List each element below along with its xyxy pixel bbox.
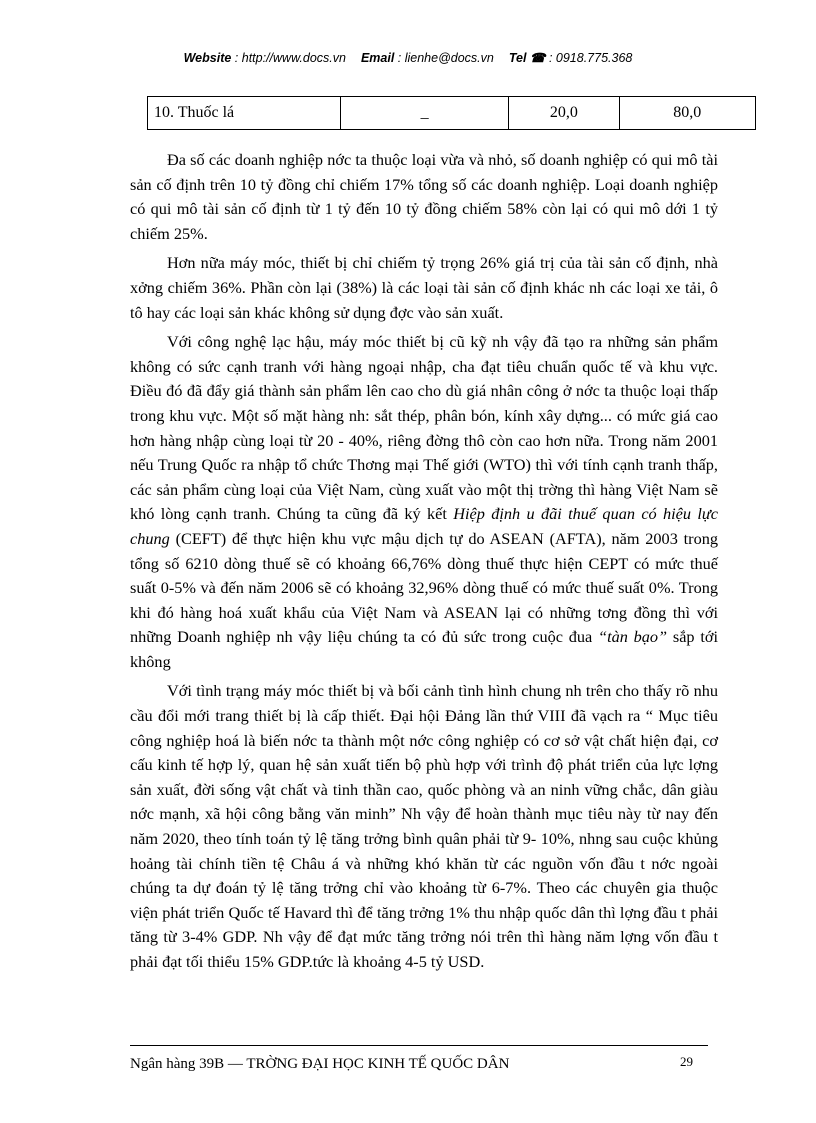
- email-link[interactable]: : lienhe@docs.vn: [397, 51, 494, 65]
- paragraph-2: Hơn nữa máy móc, thiết bị chỉ chiếm tỷ trọng 26% giá trị của tài sản cố định, nhà xởng chiếm 36%. Phần còn lại (38%) là các loại tài sản cố định khác nh các loại xe tải, ô tô hay các loại sản khác không sử dụng đợc vào sản xuất.: [130, 253, 718, 322]
- page-header: [0, 50, 816, 65]
- website-label: Website: [183, 51, 232, 65]
- paragraph-3-part-b: (CEFT) để thực hiện khu vực mậu dịch tự do ASEAN (AFTA), năm 2003 trong tổng số 6210 dòng thuế sẽ có khoảng 66,76% dòng thuế thực hiện CEPT có mức thuế suất 0-5% và đến năm 2006 sẽ có khoảng 32,96% dòng thuế có mức thuế suất 0%. Trong khi đó hàng hoá xuất khẩu của Việt Nam và ASEAN lại có những tơng đồng thì với những Doanh nghiệp nh vậy liệu chúng ta có đủ sức trong cuộc đua: [130, 528, 718, 647]
- paragraph-4: Với tình trạng máy móc thiết bị và bối cảnh tình hình chung nh trên cho thấy rõ nhu cầu đổi mới trang thiết bị là cấp thiết. Đại hội Đảng lần thứ VIII đã vạch ra “ Mục tiêu công nghiệp hoá là biến nớc ta thành một nớc công nghiệp có cơ sở vật chất hiện đại, cơ cấu kinh tế hợp lý, quan hệ sản xuất tiến bộ phù hợp với trình độ phát triển của lực lợng sản xuất, đời sống vật chất và tinh thần cao, quốc phòng và an ninh vững chắc, dân giàu nớc mạnh, xã hội công bằng văn minh” Nh vậy để hoàn thành mục tiêu này từ nay đến năm 2020, theo tính toán tỷ lệ tăng trởng bình quân phải từ 9- 10%, nhng sau cuộc khủng hoảng tài chính tiền tệ Châu á và những khó khăn từ các nguồn vốn đầu t nớc ngoài chúng ta dự đoán tỷ lệ tăng trởng chỉ vào khoảng từ 6-7%. Theo các chuyên gia thuộc viện phát triển Quốc tế Havard thì để tăng trởng 1% thu nhập quốc dân thì lợng đầu t phải tăng từ 3-4% GDP. Nh vậy để đạt mức tăng trởng nói trên thì hàng năm lợng vốn đầu t phải đạt tối thiểu 15% GDP.tức là khoảng 4-5 tỷ USD.: [130, 681, 718, 971]
- footer-text: Ngân hàng 39B — TRỜNG ĐẠI HỌC KINH TẾ QUỐC DÂN: [130, 1056, 510, 1072]
- paragraph-1: Đa số các doanh nghiệp nớc ta thuộc loại vừa và nhỏ, số doanh nghiệp có qui mô tài sản cố định trên 10 tỷ đồng chỉ chiếm 17% tổng số các doanh nghiệp. Loại doanh nghiệp có qui mô tài sản cố định từ 1 tỷ đến 10 tỷ đồng chiếm 58% còn lại có qui mô dới 1 tỷ chiếm 25%.: [130, 150, 718, 243]
- agreement-title: Hiệp định u đãi thuế quan có hiệu lực chung: [130, 504, 718, 548]
- quoted-phrase: “tàn bạo”: [598, 627, 668, 647]
- paragraph-3-part-c: sắp tới không: [130, 627, 718, 671]
- page-number: 29: [680, 1054, 693, 1069]
- footer-divider: [130, 1045, 708, 1046]
- table-row: [148, 97, 756, 130]
- email-label: Email: [360, 51, 395, 65]
- phone-number: : 0918.775.368: [548, 51, 633, 65]
- website-link[interactable]: : http://www.docs.vn: [234, 51, 346, 65]
- table-cell-col2: _: [341, 97, 509, 130]
- table-cell-col3: 20,0: [509, 97, 620, 130]
- table-cell-item: 10. Thuốc lá: [148, 97, 341, 130]
- table-cell-col4: 80,0: [619, 97, 755, 130]
- body-text: [130, 148, 718, 980]
- paragraph-3: [130, 330, 718, 674]
- paragraph-3-part-a: Với công nghệ lạc hậu, máy móc thiết bị cũ kỹ nh vậy đã tạo ra những sản phẩm không có sức cạnh tranh với hàng ngoại nhập, cha đạt tiêu chuẩn quốc tế và khu vực. Điều đó đã đẩy giá thành sản phẩm lên cao cho dù giá nhân công ở nớc ta thuộc loại thấp trong khu vực. Một số mặt hàng nh: sắt thép, phân bón, kính xây dựng... có mức giá cao hơn hàng nhập cùng loại từ 20 - 40%, riêng đờng thô còn cao hơn nữa. Trong năm 2001 nếu Trung Quốc ra nhập tổ chức Thơng mại Thế giới (WTO) thì với tính cạnh tranh thấp, các sản phẩm cùng loại của Việt Nam, cùng xuất vào một thị trờng thì hàng Việt Nam sẽ khó lòng cạnh tranh. Chúng ta cũng đã ký kết: [130, 332, 718, 524]
- phone-label: Tel ☎: [508, 51, 546, 65]
- data-table: [147, 96, 756, 130]
